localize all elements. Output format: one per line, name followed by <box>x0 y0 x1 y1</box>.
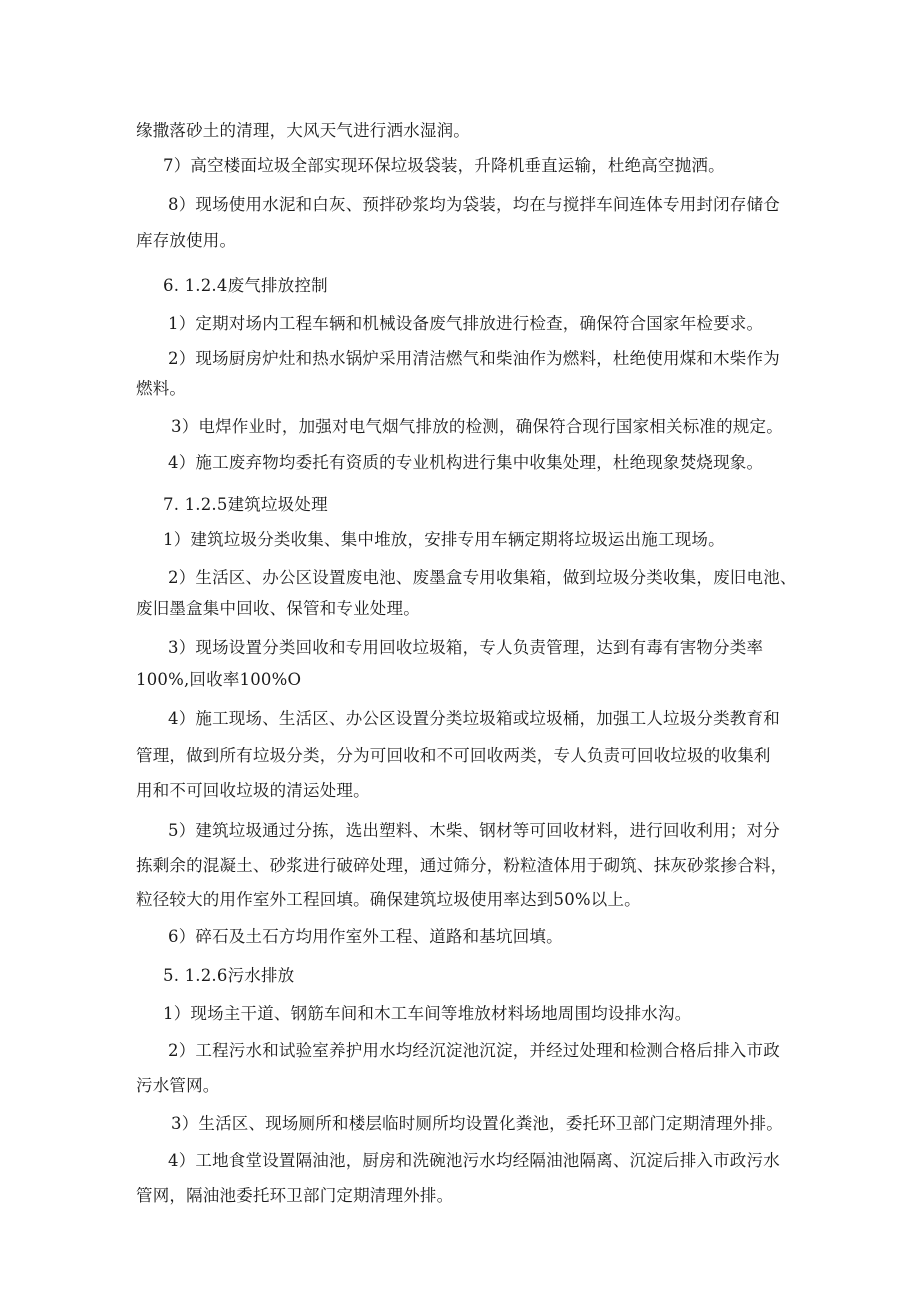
list-item-line: 4）施工废弃物均委托有资质的专业机构进行集中收集处理，杜绝现象焚烧现象。 <box>168 453 764 472</box>
paragraph-line: 废旧墨盒集中回收、保管和专业处理。 <box>136 599 420 618</box>
section-heading: 7. 1.2.5建筑垃圾处理 <box>163 495 328 514</box>
section-heading: 6. 1.2.4废气排放控制 <box>163 276 328 295</box>
paragraph-line: 燃料。 <box>136 379 187 398</box>
list-item-line: 1）建筑垃圾分类收集、集中堆放，安排专用车辆定期将垃圾运出施工现场。 <box>163 530 725 549</box>
list-item-line: 6）碎石及土石方均用作室外工程、道路和基坑回填。 <box>168 927 563 946</box>
list-item-line: 3）现场设置分类回收和专用回收垃圾箱，专人负责管理，达到有毒有害物分类率 <box>168 638 764 657</box>
paragraph-line: 缘撒落砂土的清理，大风天气进行洒水湿润。 <box>136 121 470 140</box>
paragraph-line: 管网，隔油池委托环卫部门定期清理外排。 <box>136 1186 454 1205</box>
list-item-line: 4）工地食堂设置隔油池，厨房和洗碗池污水均经隔油池隔离、沉淀后排入市政污水 <box>168 1151 780 1170</box>
paragraph-line: 100%,回收率100%O <box>136 670 302 689</box>
list-item-line: 4）施工现场、生活区、办公区设置分类垃圾箱或垃圾桶，加强工人垃圾分类教育和 <box>168 709 780 728</box>
section-heading: 5. 1.2.6污水排放 <box>163 966 295 985</box>
paragraph-line: 用和不可回收垃圾的清运处理。 <box>136 781 370 800</box>
paragraph-line: 粒径较大的用作室外工程回填。确保建筑垃圾使用率达到50%以上。 <box>136 890 641 909</box>
list-item-line: 7）高空楼面垃圾全部实现环保垃圾袋装，升降机垂直运输，杜绝高空抛洒。 <box>163 156 725 175</box>
paragraph-line: 管理，做到所有垃圾分类，分为可回收和不可回收两类，专人负责可回收垃圾的收集利 <box>136 746 771 765</box>
list-item-line: 3）电焊作业时，加强对电气烟气排放的检测，确保符合现行国家相关标准的规定。 <box>171 417 783 436</box>
list-item-line: 8）现场使用水泥和白灰、预拌砂浆均为袋装，均在与搅拌车间连体专用封闭存储仓 <box>168 195 780 214</box>
paragraph-line: 拣剩余的混凝土、砂浆进行破碎处理，通过筛分，粉粒渣体用于砌筑、抹灰砂浆掺合料， <box>136 856 788 875</box>
list-item-line: 5）建筑垃圾通过分拣，选出塑料、木柴、钢材等可回收材料，进行回收利用；对分 <box>168 821 780 840</box>
paragraph-line: 库存放使用。 <box>136 231 237 250</box>
list-item-line: 1）现场主干道、钢筋车间和木工车间等堆放材料场地周围均设排水沟。 <box>163 1004 692 1023</box>
paragraph-line: 污水管网。 <box>136 1076 220 1095</box>
list-item-line: 2）生活区、办公区设置废电池、废墨盒专用收集箱，做到垃圾分类收集，废旧电池、 <box>168 568 797 587</box>
list-item-line: 1）定期对场内工程车辆和机械设备废气排放进行检查，确保符合国家年检要求。 <box>168 314 764 333</box>
list-item-line: 2）工程污水和试验室养护用水均经沉淀池沉淀，并经过处理和检测合格后排入市政 <box>168 1041 780 1060</box>
list-item-line: 3）生活区、现场厕所和楼层临时厕所均设置化粪池，委托环卫部门定期清理外排。 <box>171 1114 783 1133</box>
list-item-line: 2）现场厨房炉灶和热水锅炉采用清洁燃气和柴油作为燃料，杜绝使用煤和木柴作为 <box>168 349 780 368</box>
